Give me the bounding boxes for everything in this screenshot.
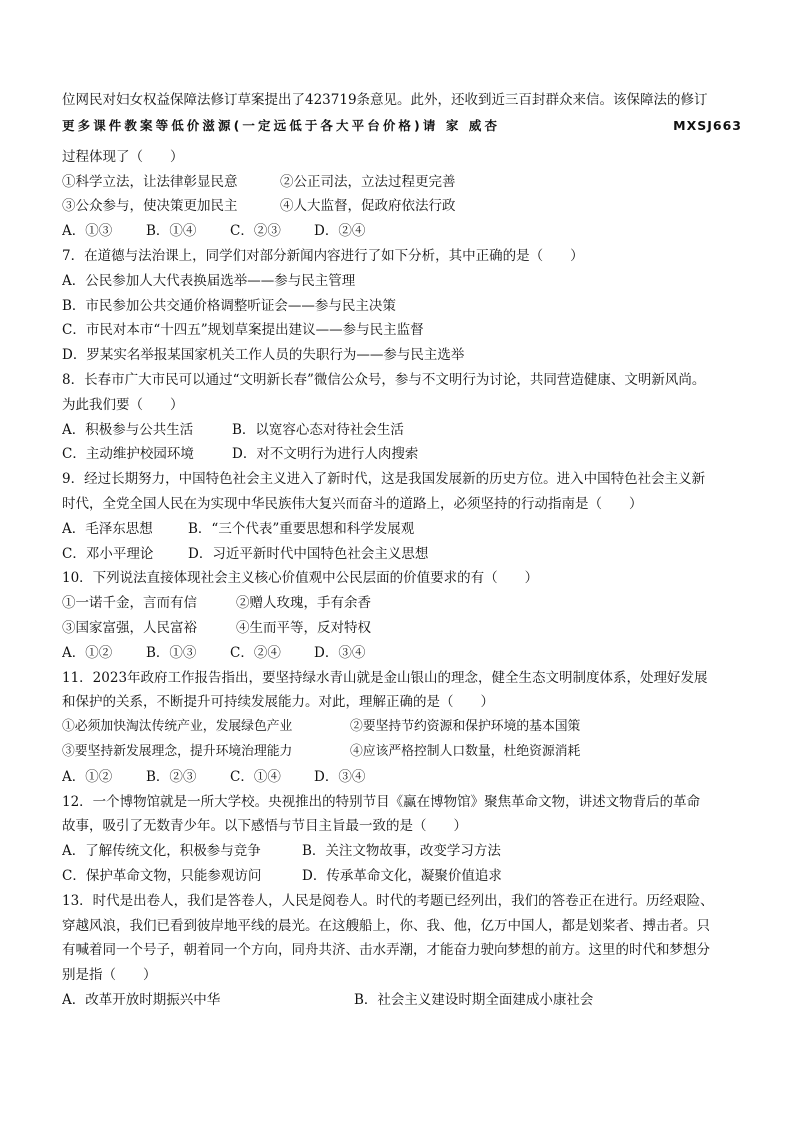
q9-choices-row-1: [62, 517, 742, 542]
q12-choices-row-2: [62, 864, 742, 889]
q11-stem-line-1: 11．2023年政府工作报告指出，要坚持绿水青山就是金山银山的理念，健全生态文明制度体系，处理好发展: [62, 669, 708, 686]
q6-items-row-1: [62, 170, 742, 195]
q13-stem-line-1: 13．时代是出卷人，我们是答卷人，人民是阅卷人。时代的考题已经列出，我们的答卷正在进行。历经艰险、: [62, 892, 714, 909]
q9-choice-b[interactable]: B．“三个代表”重要思想和科学发展观: [188, 520, 415, 537]
q11-stem-line-2: 和保护的关系，不断提升可持续发展能力。对此，理解正确的是（ ）: [62, 694, 494, 711]
q7-choice-b[interactable]: B．市民参加公共交通价格调整听证会——参与民主决策: [62, 297, 396, 314]
q11-choice-b[interactable]: B．②③: [146, 768, 197, 785]
q8-stem-line-2: 为此我们要（ ）: [62, 396, 184, 413]
q9-stem-line-1: 9．经过长期努力，中国特色社会主义进入了新时代，这是我国发展新的历史方位。进入中国特色社会主义新: [62, 471, 706, 488]
q13-stem-line-3: 有喊着同一个号子，朝着同一个方向，同舟共济、击水弄潮，才能奋力驶向梦想的前方。这里的时代和梦想分: [62, 942, 710, 959]
q11-items-row-2: [62, 740, 742, 765]
q11-items-row-1: [62, 715, 742, 740]
q11-choice-d[interactable]: D．③④: [314, 768, 366, 785]
q12-stem-line-2: 故事，吸引了无数青少年。以下感悟与节目主旨最一致的是（ ）: [62, 818, 467, 835]
q13-stem-line-2: 穿越风浪，我们已看到彼岸地平线的晨光。在这艘船上，你、我、他，亿万中国人，都是划桨者、搏击者。只: [62, 917, 710, 934]
q13-choice-b[interactable]: B．社会主义建设时期全面建成小康社会: [354, 991, 594, 1008]
q7-choice-a[interactable]: A．公民参加人大代表换届选举——参与民主管理: [62, 272, 356, 289]
q6-items-row-2: [62, 194, 742, 219]
q6-item-1: ①科学立法，让法律彰显民意: [62, 173, 238, 190]
q8-choice-c[interactable]: C．主动维护校园环境: [62, 446, 194, 463]
q12-choice-c[interactable]: C．保护革命文物，只能参观访问: [62, 867, 262, 884]
q10-item-4: ④生而平等，反对特权: [236, 619, 371, 636]
q6-stem-end: 过程体现了（ ）: [62, 148, 184, 165]
q13-choices-row-1: [62, 988, 742, 1013]
q6-item-2: ②公正司法，立法过程更完善: [280, 173, 456, 190]
q6-item-4: ④人大监督，促政府依法行政: [280, 198, 456, 215]
q6-item-3: ③公众参与，使决策更加民主: [62, 198, 238, 215]
q9-choices-row-2: [62, 542, 742, 567]
ad-banner-code: MXSJ663: [673, 117, 742, 133]
q8-choices-row-1: [62, 418, 742, 443]
q12-choices-row-1: [62, 839, 742, 864]
q11-item-3: ③要坚持新发展理念，提升环境治理能力: [62, 743, 293, 759]
q9-choice-a[interactable]: A．毛泽东思想: [62, 520, 153, 537]
q10-choice-d[interactable]: D．③④: [314, 644, 366, 661]
q10-choice-b[interactable]: B．①③: [146, 644, 197, 661]
q11-item-4: ④应该严格控制人口数量，杜绝资源消耗: [350, 743, 581, 759]
ad-banner-text: 更多课件教案等低价滋源(一定远低于各大平台价格)请 家 威杏: [62, 117, 501, 133]
q11-choice-a[interactable]: A．①②: [62, 768, 113, 785]
q6-choice-b[interactable]: B．①④: [146, 223, 197, 240]
q12-choice-b[interactable]: B．关注文物故事，改变学习方法: [302, 843, 501, 860]
q6-choices: [62, 219, 742, 244]
q12-stem-line-1: 12．一个博物馆就是一所大学校。央视推出的特别节目《赢在博物馆》聚焦革命文物，讲述文物背后的革命: [62, 793, 701, 810]
q10-item-1: ①一诺千金，言而有信: [62, 595, 197, 612]
q9-choice-c[interactable]: C．邓小平理论: [62, 545, 154, 562]
q10-items-row-2: [62, 616, 742, 641]
q8-choice-d[interactable]: D．对不文明行为进行人肉搜索: [232, 446, 419, 463]
q13-choice-a[interactable]: A．改革开放时期振兴中华: [62, 991, 221, 1008]
exam-page: [62, 88, 742, 1013]
q10-choices: [62, 641, 742, 666]
q6-choice-c[interactable]: C．②③: [230, 223, 281, 240]
q7-choice-d[interactable]: D．罗某实名举报某国家机关工作人员的失职行为——参与民主选举: [62, 347, 465, 364]
ad-banner: [62, 113, 742, 139]
q10-item-3: ③国家富强，人民富裕: [62, 619, 197, 636]
q11-choice-c[interactable]: C．①④: [230, 768, 281, 785]
q10-choice-a[interactable]: A．①②: [62, 644, 113, 661]
q11-item-1: ①必须加快淘汰传统产业，发展绿色产业: [62, 719, 293, 735]
q9-stem-line-2: 时代，全党全国人民在为实现中华民族伟大复兴而奋斗的道路上，必须坚持的行动指南是（ ）: [62, 495, 643, 512]
q10-item-2: ②赠人玫瑰，手有余香: [236, 595, 371, 612]
q8-choices-row-2: [62, 442, 742, 467]
continuation-line: 位网民对妇女权益保障法修订草案提出了423719条意见。此外，还收到近三百封群众来信。该保障法的修订: [62, 92, 708, 108]
q10-choice-c[interactable]: C．②④: [230, 644, 281, 661]
q8-stem-line-1: 8．长春市广大市民可以通过“文明新长春”微信公众号，参与不文明行为讨论，共同营造健康、文明新风尚。: [62, 371, 706, 388]
q11-item-2: ②要坚持节约资源和保护环境的基本国策: [350, 719, 581, 735]
q8-choice-b[interactable]: B．以宽容心态对待社会生活: [232, 421, 404, 438]
q9-choice-d[interactable]: D．习近平新时代中国特色社会主义思想: [188, 545, 429, 562]
q12-choice-a[interactable]: A．了解传统文化，积极参与竞争: [62, 843, 261, 860]
q10-items-row-1: [62, 591, 742, 616]
q6-choice-d[interactable]: D．②④: [314, 223, 366, 240]
q12-choice-d[interactable]: D．传承革命文化，凝聚价值追求: [302, 867, 502, 884]
q13-stem-line-4: 别是指（ ）: [62, 967, 157, 984]
q7-choice-c[interactable]: C．市民对本市“十四五”规划草案提出建议——参与民主监督: [62, 322, 424, 339]
q10-stem: 10．下列说法直接体现社会主义核心价值观中公民层面的价值要求的有（ ）: [62, 570, 539, 587]
q7-stem: 7．在道德与法治课上，同学们对部分新闻内容进行了如下分析，其中正确的是（ ）: [62, 247, 584, 264]
q6-choice-a[interactable]: A．①③: [62, 223, 113, 240]
q8-choice-a[interactable]: A．积极参与公共生活: [62, 421, 194, 438]
q11-choices: [62, 765, 742, 790]
